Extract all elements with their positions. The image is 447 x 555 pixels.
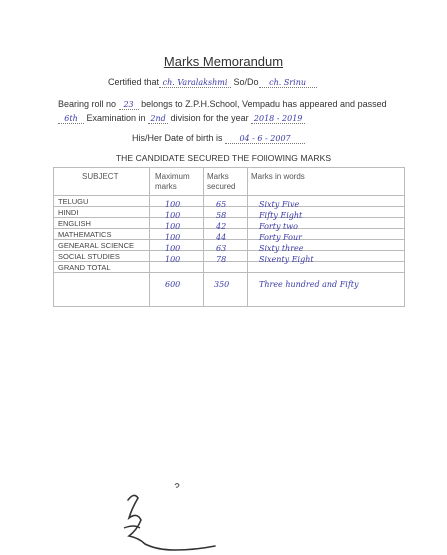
division-text: division for the year	[170, 113, 249, 123]
row-max: 100	[165, 211, 181, 220]
row-secured: 42	[216, 222, 227, 231]
row-subject: GENEARAL SCIENCE	[58, 241, 134, 250]
row-secured: 78	[216, 255, 227, 264]
examination-text: Examination in	[86, 113, 146, 123]
table-heading: THE CANDIDATE SECURED THE FOllOWING MARKS	[115, 153, 332, 163]
row-max: 100	[165, 200, 181, 209]
parent-name: ch. Srinu	[259, 78, 317, 88]
row-secured: 58	[216, 211, 227, 220]
bearing-roll-label: Bearing roll no	[58, 99, 117, 109]
header-subject: SUBJECT	[82, 172, 119, 181]
header-marks-secured: Marks secured	[207, 172, 236, 191]
row-words: Sixty three	[259, 244, 304, 253]
row-subject: GRAND TOTAL	[58, 263, 111, 272]
student-name: ch. Varalakshmi	[159, 78, 231, 88]
row-max: 100	[165, 233, 181, 242]
page-title: Marks Memorandum	[163, 54, 284, 69]
row-subject: HINDI	[58, 208, 79, 217]
header-marks-words: Marks in words	[251, 172, 305, 181]
year-value: 2018 - 2019	[251, 114, 305, 124]
row-secured: 65	[216, 200, 227, 209]
row-words: Three hundred and Fifty	[259, 280, 359, 289]
row-subject: MATHEMATICS	[58, 230, 112, 239]
row-words: Fifty Eight	[259, 211, 303, 220]
belongs-text: belongs to Z.P.H.School, Vempadu has appeared and passed	[141, 99, 387, 109]
row-secured: 44	[216, 233, 227, 242]
certified-that-label: Certified that	[108, 77, 160, 87]
row-words: Sixenty Eight	[259, 255, 314, 264]
roll-number: 23	[119, 100, 139, 110]
row-secured: 63	[216, 244, 227, 253]
row-subject: ENGLISH	[58, 219, 91, 228]
row-secured: 350	[214, 280, 230, 289]
row-subject: TELUGU	[58, 197, 89, 206]
row-max: 100	[165, 244, 181, 253]
row-words: Sixty Five	[259, 200, 300, 209]
dob-value: 04 - 6 - 2007	[225, 134, 305, 144]
row-words: Forty Four	[259, 233, 302, 242]
division-value: 2nd	[148, 114, 168, 124]
row-max: 100	[165, 222, 181, 231]
so-do-label: So/Do	[233, 77, 259, 87]
dob-label: His/Her Date of birth is	[132, 133, 223, 143]
class-value: 6th	[58, 114, 84, 124]
header-max-marks: Maximum marks	[155, 172, 190, 191]
row-max: 100	[165, 255, 181, 264]
row-max: 600	[165, 280, 181, 289]
row-subject: SOCIAL STUDIES	[58, 252, 120, 261]
row-words: Forty two	[259, 222, 298, 231]
